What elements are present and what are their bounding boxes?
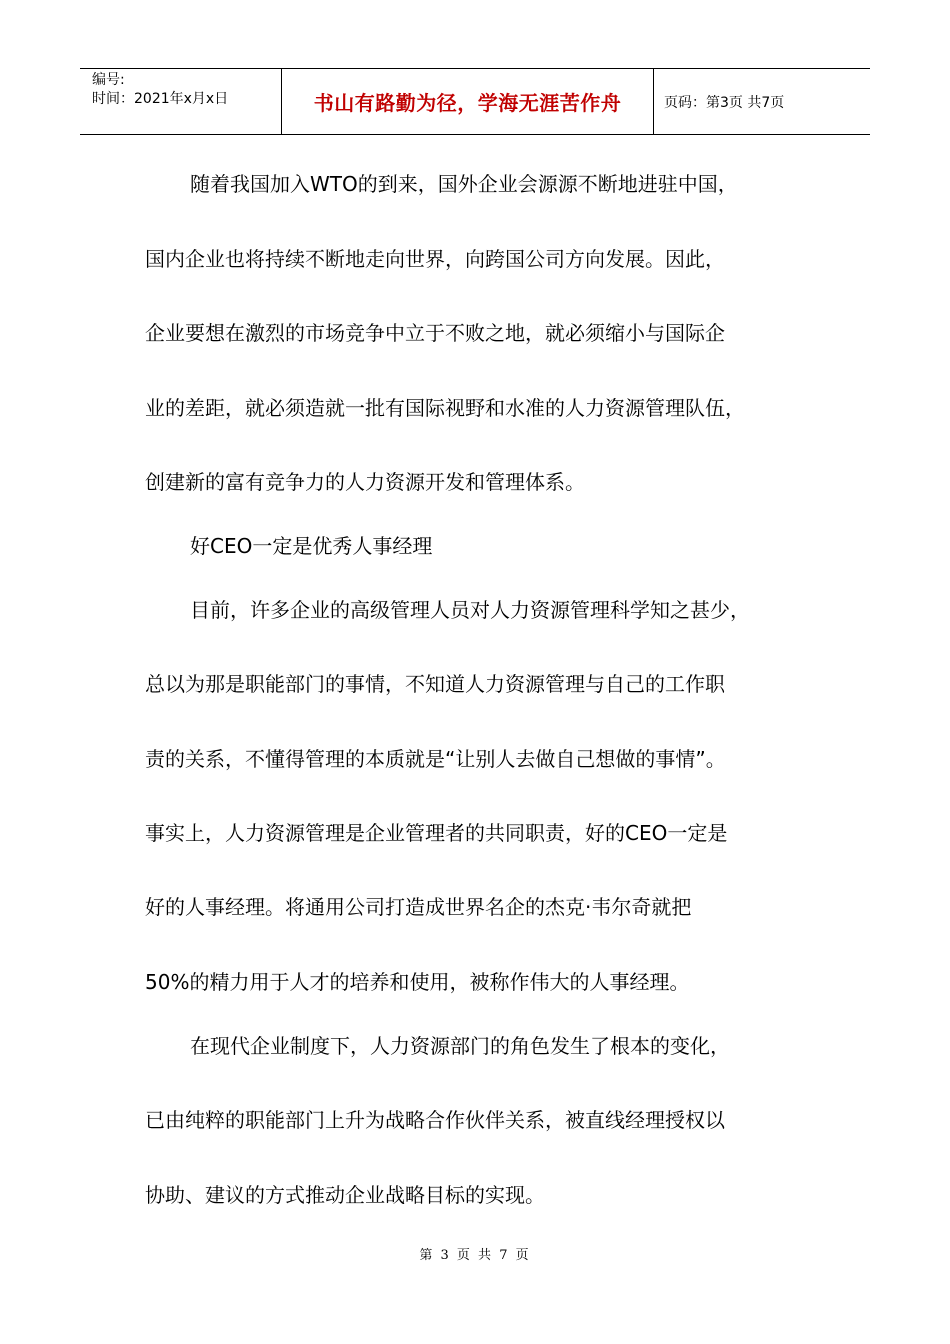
body-line: 已由纯粹的职能部门上升为战略合作伙伴关系，被直线经理授权以 — [145, 1108, 725, 1132]
body-line: 总以为那是职能部门的事情，不知道人力资源管理与自己的工作职 — [145, 672, 725, 696]
header-page-info: 页码：第3页 共7页 — [664, 94, 785, 111]
page-header — [80, 68, 870, 135]
time-label: 时间：2021年x月x日 — [92, 91, 229, 107]
header-motto: 书山有路勤为径，学海无涯苦作舟 — [282, 69, 654, 134]
header-meta — [80, 69, 282, 134]
body-line: 创建新的富有竞争力的人力资源开发和管理体系。 — [145, 470, 585, 494]
body-line: 目前，许多企业的高级管理人员对人力资源管理科学知之甚少， — [190, 598, 750, 622]
body-line: 业的差距，就必须造就一批有国际视野和水准的人力资源管理队伍， — [145, 396, 745, 420]
body-line: 好的人事经理。将通用公司打造成世界名企的杰克·韦尔奇就把 — [145, 895, 692, 919]
body-line: 随着我国加入WTO的到来，国外企业会源源不断地进驻中国， — [190, 172, 738, 196]
body-line: 在现代企业制度下，人力资源部门的角色发生了根本的变化， — [190, 1034, 730, 1058]
body-line: 国内企业也将持续不断地走向世界，向跨国公司方向发展。因此， — [145, 247, 725, 271]
number-label: 编号: — [92, 72, 125, 88]
page-footer: 第 3 页 共 7 页 — [419, 1248, 531, 1263]
section-heading: 好CEO一定是优秀人事经理 — [190, 534, 433, 558]
body-line: 责的关系，不懂得管理的本质就是“让别人去做自己想做的事情”。 — [145, 747, 726, 771]
body-line: 50%的精力用于人才的培养和使用，被称作伟大的人事经理。 — [145, 970, 690, 994]
body-line: 企业要想在激烈的市场竞争中立于不败之地，就必须缩小与国际企 — [145, 321, 725, 345]
body-line: 协助、建议的方式推动企业战略目标的实现。 — [145, 1183, 545, 1207]
body-line: 事实上，人力资源管理是企业管理者的共同职责，好的CEO一定是 — [145, 821, 728, 845]
